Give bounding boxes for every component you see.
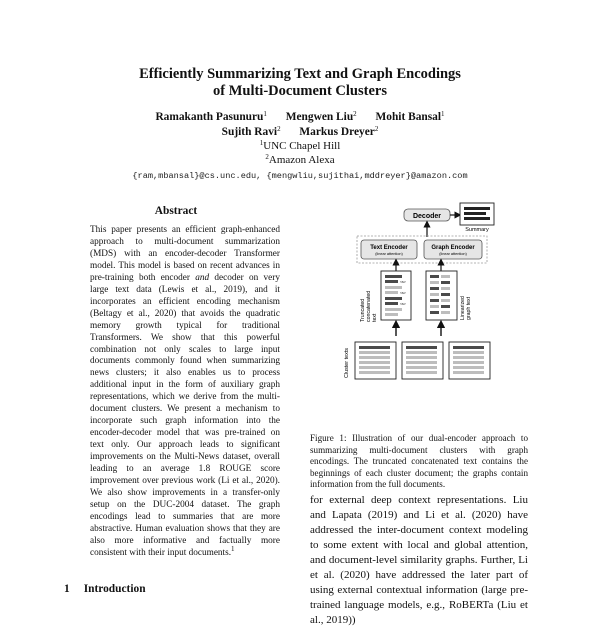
author: Mohit Bansal$^1$ [375,110,445,123]
text-encoder-sublabel: (linear attention) [375,252,403,256]
decoder-box [404,209,450,221]
svg-text:Linearized: Linearized [460,296,466,320]
text-encoder-box [361,240,417,259]
section-heading-introduction [64,583,146,595]
summary-output [460,203,494,233]
svg-text:concatenated: concatenated [366,290,372,322]
truncated-text-axis-label [360,291,378,322]
affiliations [0,139,600,167]
section-number: 1 [64,583,70,595]
decoder-label: Decoder [412,213,442,220]
text-encoder-label: Text Encoder [370,245,408,251]
title-line-1: Efficiently Summarizing Text and Graph Encodings [139,66,461,82]
graph-text-axis-label [460,296,472,320]
paper-title [0,66,600,100]
author: Ramakanth Pasunuru$^1$ [155,110,267,123]
figure-1-diagram [340,200,512,380]
svg-text:Truncated: Truncated [360,298,366,322]
graph-encoder-box [424,240,482,259]
author: Mengwen Liu$^2$ [285,110,357,123]
abstract-body: This paper presents an efficient graph-enhanced approach to multi-document summarization (MDS) with an encoder-decoder Transformer model. This model is based on recent advances in pre-training both encoder and decoder on very large text data (Lewis et al., 2019), and it incorporates an efficient encoding mechanism (Beltagy et al., 2020) that avoids the quadratic memory growth typical for traditional Transformers. We show that this powerful combination not only scales to large input documents commonly found when summarizing news clusters; it also enables us to process additional input in the form of auxiliary graph representations, which we derive from the multi-document clusters. We present a mechanism to incorporate such graph information into the encoder-decoder model that was pre-trained on text only. Our approach leads to significant improvements on the Multi-News dataset, overall leading to an average 1.8 ROUGE score improvement over previous work (Li et al., 2020). We also show improvements in a transfer-only setup on the DUC-2004 dataset. The graph encodings lead to summaries that are more abstractive. Human evaluation shows that they are also more informative and factually more consistent with their input documents.$^1$ [90,225,280,558]
summary-label: Summary [465,227,489,233]
svg-text:graph text: graph text [466,296,472,320]
svg-text:text: text [372,313,378,322]
cluster-document-3 [449,342,490,379]
introduction-body-text: for external deep context representations. Liu and Lapata (2019) and Li et al. (2020) have addressed the inter-document context modeling to some extent with local and global attention, and document-level similarity graphs. Further, Li et al. (2020) have addressed the later part of using external contextual information (large pre-trained language models, e.g., RoBERTa (Liu et al., 2019)) [310,494,528,627]
cluster-document-1 [355,342,396,379]
architecture-diagram [340,200,512,380]
sep-token: <s> [400,280,406,284]
author-list [0,110,600,140]
cluster-texts-label [344,348,350,378]
linearized-graph-input [426,271,457,320]
cluster-document-2 [402,342,443,379]
title-line-2: of Multi-Document Clusters [213,83,387,99]
author-emails: {ram,mbansal}@cs.unc.edu, {mengwliu,sujithai,mddreyer}@amazon.com [132,171,468,181]
truncated-text-input [381,271,411,320]
figure-1-caption: Figure 1: Illustration of our dual-encoder approach to summarizing multi-document clusters with graph encodings. The truncated concatenated text contains the beginnings of each cluster document; the graphs contain information from the full documents. [310,433,528,490]
abstract-heading: Abstract [154,205,198,217]
affiliation: $^1$UNC Chapel Hill [259,139,341,152]
section-title: Introduction [83,583,146,595]
author: Markus Dreyer$^2$ [299,125,379,138]
svg-text:Cluster texts: Cluster texts [344,348,350,378]
author: Sujith Ravi$^2$ [221,125,281,138]
sep-token: <s> [400,291,406,295]
sep-token: <s> [400,302,406,306]
affiliation: $^2$Amazon Alexa [265,153,335,166]
author-row-2 [0,125,600,140]
author-row-1 [0,110,600,125]
graph-encoder-sublabel: (linear attention) [439,252,467,256]
graph-encoder-label: Graph Encoder [431,245,475,251]
